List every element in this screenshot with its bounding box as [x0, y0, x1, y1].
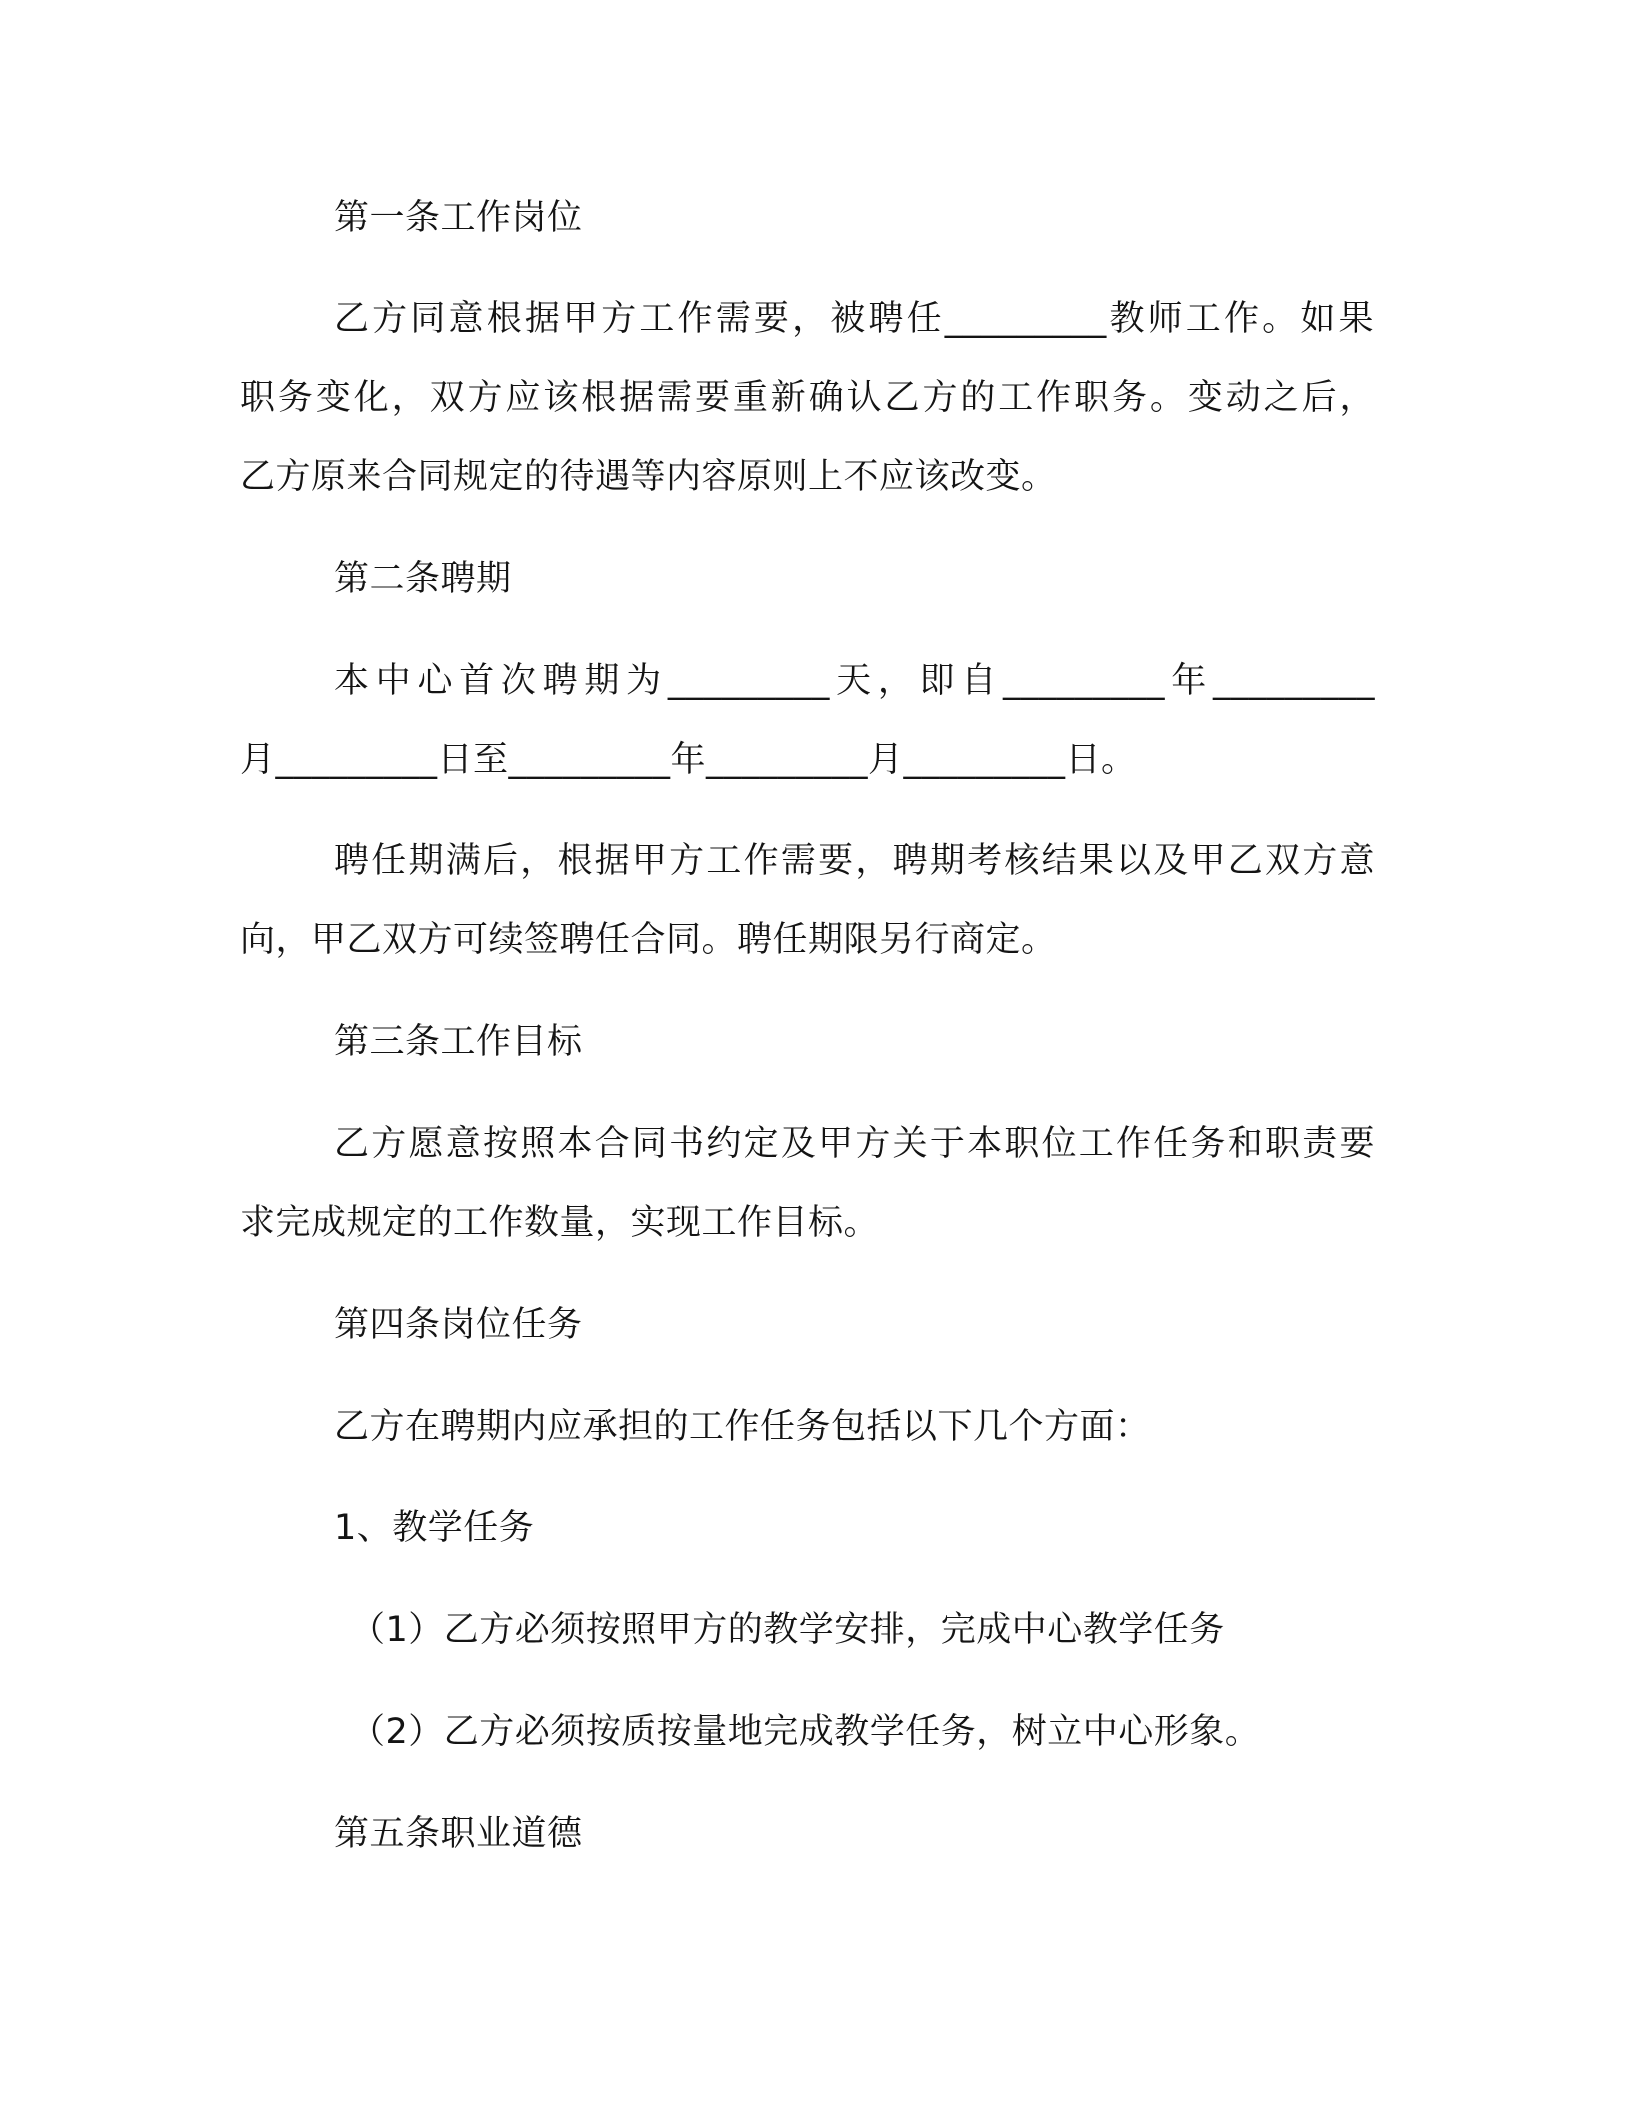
article-4-intro: 乙方在聘期内应承担的工作任务包括以下几个方面： [334, 1407, 1151, 1447]
article-2-paragraph-line-2: 月_________日至_________年_________月_________日。 [240, 740, 1137, 780]
article-4-subitem-1: （1）乙方必须按照甲方的教学安排，完成中心教学任务 [350, 1610, 1225, 1650]
article-3-paragraph-line-1: 乙方愿意按照本合同书约定及甲方关于本职位工作任务和职责要 [334, 1124, 1375, 1164]
article-2-heading: 第二条聘期 [334, 559, 512, 599]
article-2-renewal-line-2: 向，甲乙双方可续签聘任合同。聘任期限另行商定。 [240, 920, 1057, 960]
article-5-heading: 第五条职业道德 [334, 1814, 583, 1854]
article-4-item-1-title: 1、教学任务 [334, 1508, 535, 1548]
article-2-renewal-line-1: 聘任期满后，根据甲方工作需要，聘期考核结果以及甲乙双方意 [334, 841, 1375, 881]
article-1-paragraph-line-1: 乙方同意根据甲方工作需要，被聘任_________教师工作。如果 [334, 299, 1374, 339]
article-1-paragraph-line-2: 职务变化，双方应该根据需要重新确认乙方的工作职务。变动之后， [240, 378, 1375, 418]
article-3-paragraph-line-2: 求完成规定的工作数量，实现工作目标。 [240, 1203, 880, 1243]
article-2-paragraph-line-1: 本中心首次聘期为_________天，即自_________年_________ [334, 661, 1375, 701]
article-4-heading: 第四条岗位任务 [334, 1305, 583, 1345]
article-3-heading: 第三条工作目标 [334, 1022, 583, 1062]
article-4-subitem-2: （2）乙方必须按质按量地完成教学任务，树立中心形象。 [350, 1712, 1261, 1752]
article-1-heading: 第一条工作岗位 [334, 198, 583, 238]
article-1-paragraph-line-3: 乙方原来合同规定的待遇等内容原则上不应该改变。 [240, 457, 1057, 497]
